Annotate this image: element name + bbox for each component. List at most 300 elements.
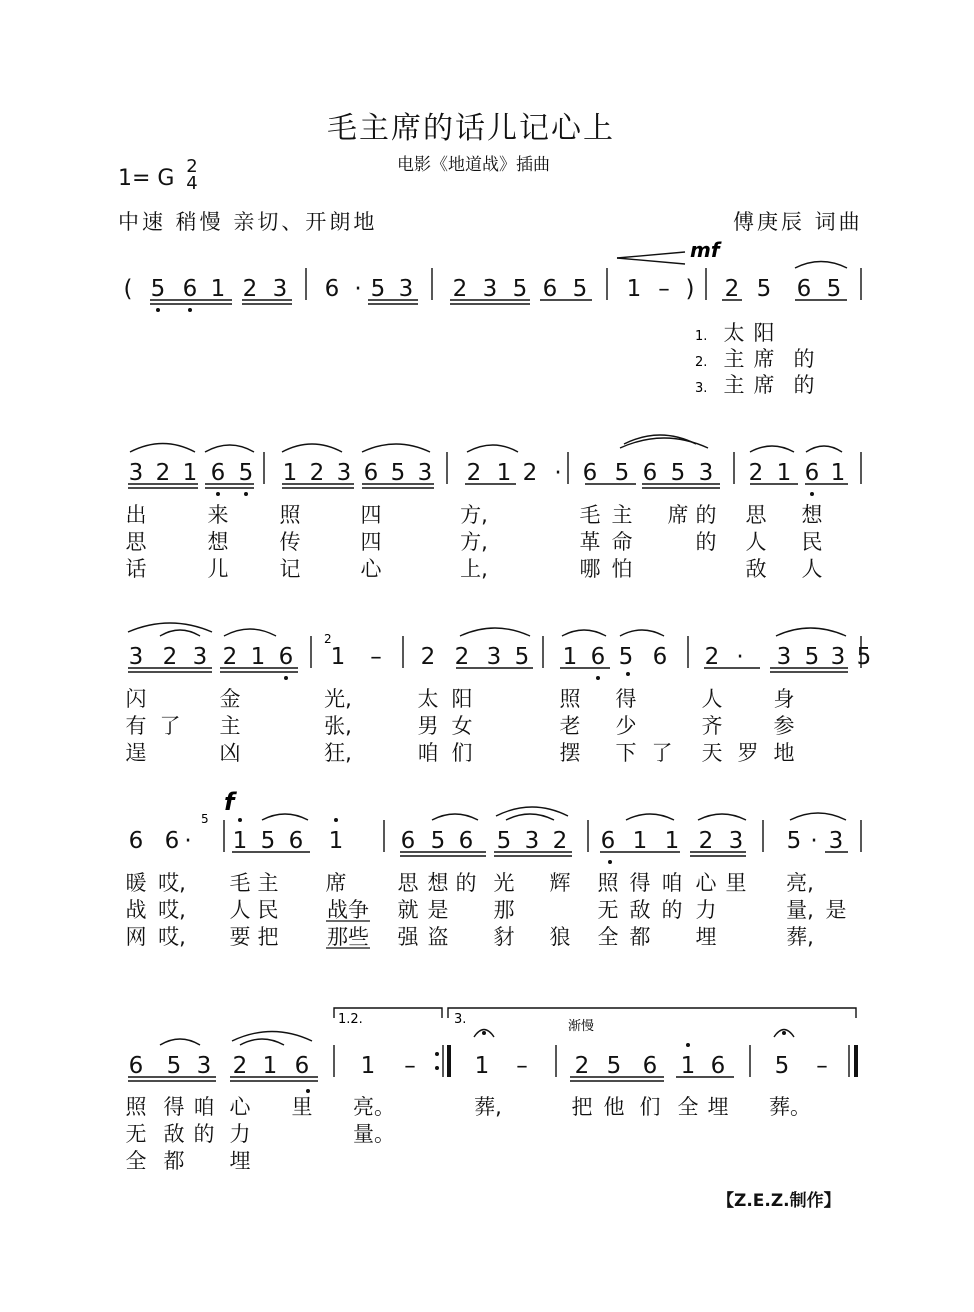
lyric-verse1-29: 的 <box>455 871 477 895</box>
lyric-verse3-30: 豺 <box>493 925 515 949</box>
lyric-verse1-46: 他 <box>603 1095 625 1119</box>
lyric-verse1-9: 席 <box>667 503 689 527</box>
lyric-verse1-1: 阳 <box>753 321 775 345</box>
lyric-verse3-8: 哪 <box>579 557 601 581</box>
note-l3-9: 2 <box>454 644 470 670</box>
crescendo <box>617 252 685 258</box>
lyric-verse3-20: 天 <box>701 741 723 765</box>
note-l4-2: · <box>184 828 192 854</box>
slur <box>562 630 606 636</box>
lyric-verse2-6: 四 <box>360 530 382 554</box>
note-l4-6: 1 <box>328 828 344 854</box>
lyric-verse1-38: 照 <box>125 1095 147 1119</box>
grace-note: 2 <box>324 632 332 646</box>
note-l2-4: 5 <box>238 460 254 486</box>
note-l1-21: 5 <box>826 276 842 302</box>
note-l1-0: ( <box>123 276 133 302</box>
lyric-verse1-26: 席 <box>325 871 347 895</box>
lyric-verse3-10: 敌 <box>745 557 767 581</box>
slur <box>506 814 554 820</box>
octave-dot-above <box>238 818 242 822</box>
lyric-verse1-43: 亮。 <box>353 1095 395 1119</box>
lyric-verse1-48: 全 <box>677 1095 699 1119</box>
lyric-verse2-13: 有 <box>125 714 147 738</box>
note-l3-4: 1 <box>250 644 266 670</box>
lyric-verse1-20: 人 <box>701 687 723 711</box>
lyric-verse2-17: 男 <box>417 714 439 738</box>
note-l1-1: 5 <box>150 276 166 302</box>
octave-dot <box>188 308 192 312</box>
slur <box>128 623 212 632</box>
lyric-verse1-27: 思 <box>397 871 419 895</box>
lyric-verse2-10: 的 <box>695 530 717 554</box>
note-l1-9: 3 <box>398 276 414 302</box>
lyric-verse3-18: 下 <box>615 741 637 765</box>
lyric-verse2-38: 敌 <box>163 1122 185 1146</box>
lyric-verse2-34: 力 <box>695 898 717 922</box>
lyric-verse2-31: 无 <box>597 898 619 922</box>
fermata-dot <box>782 1031 786 1035</box>
note-l5-2: 3 <box>196 1053 212 1079</box>
note-l4-13: 6 <box>600 828 616 854</box>
lyric-verse1-44: 葬, <box>474 1095 502 1119</box>
octave-dot <box>626 672 630 676</box>
lyric-verse3-4: 儿 <box>207 557 229 581</box>
tempo-marking: 中速 稍慢 亲切、开朗地 <box>118 210 378 234</box>
lyric-verse2-7: 方, <box>460 530 488 554</box>
composer-credit: 傅庚辰 词曲 <box>733 210 863 234</box>
lyric-verse2-20: 少 <box>615 714 637 738</box>
note-l2-6: 2 <box>309 460 325 486</box>
note-l2-15: 6 <box>582 460 598 486</box>
note-l3-11: 5 <box>514 644 530 670</box>
lyric-verse1-22: 暖 <box>125 871 147 895</box>
note-l4-12: 2 <box>552 828 568 854</box>
note-l5-3: 2 <box>232 1053 248 1079</box>
lyric-verse1-42: 里 <box>291 1095 313 1119</box>
lyric-verse3-34: 埋 <box>695 925 717 949</box>
crescendo <box>617 258 685 264</box>
octave-dot <box>810 492 814 496</box>
slur <box>362 444 430 452</box>
note-l5-12: 6 <box>642 1053 658 1079</box>
lyric-verse2-29: 是 <box>427 898 449 922</box>
octave-dot <box>608 860 612 864</box>
note-l4-15: 1 <box>664 828 680 854</box>
note-l4-9: 6 <box>458 828 474 854</box>
note-l4-4: 5 <box>260 828 276 854</box>
lyric-verse3-11: 人 <box>801 557 823 581</box>
lyric-verse3-32: 全 <box>597 925 619 949</box>
note-l3-19: 5 <box>804 644 820 670</box>
note-l2-19: 3 <box>698 460 714 486</box>
lyric-verse2-1: 席 <box>753 347 775 371</box>
note-l3-12: 1 <box>562 644 578 670</box>
time-signature-top: 2 <box>186 156 198 177</box>
verse-number: 2. <box>695 355 708 370</box>
note-l4-19: · <box>810 828 818 854</box>
note-l3-15: 6 <box>652 644 668 670</box>
lyric-verse3-7: 上, <box>460 557 488 581</box>
grace-note: 5 <box>201 812 209 826</box>
note-l3-5: 6 <box>278 644 294 670</box>
note-l1-7: · <box>354 276 362 302</box>
lyric-verse2-41: 量。 <box>353 1122 395 1146</box>
lyric-verse2-5: 传 <box>279 530 301 554</box>
note-l1-8: 5 <box>370 276 386 302</box>
lyric-verse3-13: 凶 <box>219 741 241 765</box>
lyric-verse2-25: 人 <box>229 898 251 922</box>
lyric-verse1-24: 毛 <box>229 871 251 895</box>
lyric-verse2-0: 主 <box>723 347 745 371</box>
note-l1-6: 6 <box>324 276 340 302</box>
lyric-verse3-3: 话 <box>125 557 147 581</box>
lyric-verse1-16: 太 <box>417 687 439 711</box>
note-l2-1: 2 <box>155 460 171 486</box>
note-l1-3: 1 <box>210 276 226 302</box>
note-l3-2: 3 <box>192 644 208 670</box>
lyric-verse2-2: 的 <box>793 347 815 371</box>
note-l4-20: 3 <box>828 828 844 854</box>
note-l3-17: · <box>736 644 744 670</box>
lyric-verse2-22: 参 <box>773 714 795 738</box>
lyric-verse3-38: 埋 <box>229 1149 251 1173</box>
lyric-verse3-21: 罗 <box>737 741 759 765</box>
octave-dot <box>216 492 220 496</box>
lyric-verse1-18: 照 <box>559 687 581 711</box>
note-l1-14: 5 <box>572 276 588 302</box>
note-l4-3: 1 <box>232 828 248 854</box>
note-l1-10: 2 <box>452 276 468 302</box>
octave-dot <box>156 308 160 312</box>
lyric-verse1-37: 亮, <box>786 871 814 895</box>
lyric-verse1-11: 思 <box>745 503 767 527</box>
volta-second-bracket <box>448 1008 856 1018</box>
slur <box>698 814 746 820</box>
note-l2-2: 1 <box>182 460 198 486</box>
note-l5-9: – <box>516 1053 528 1079</box>
note-l2-17: 6 <box>642 460 658 486</box>
lyric-verse3-25: 要 <box>229 925 251 949</box>
note-l2-20: 2 <box>748 460 764 486</box>
note-l3-18: 3 <box>776 644 792 670</box>
note-l3-21: 5 <box>856 644 872 670</box>
note-l4-8: 5 <box>430 828 446 854</box>
note-l1-20: 6 <box>796 276 812 302</box>
note-l4-1: 6 <box>164 828 180 854</box>
lyric-verse3-29: 盗 <box>427 925 449 949</box>
note-l5-16: – <box>816 1053 828 1079</box>
note-l3-13: 6 <box>590 644 606 670</box>
lyric-verse1-41: 心 <box>229 1095 251 1119</box>
page-title: 毛主席的话儿记心上 <box>327 111 615 146</box>
note-l3-16: 2 <box>704 644 720 670</box>
octave-dot <box>244 492 248 496</box>
note-l2-16: 5 <box>614 460 630 486</box>
note-l4-11: 3 <box>524 828 540 854</box>
note-l1-13: 6 <box>542 276 558 302</box>
note-l3-8: 2 <box>420 644 436 670</box>
lyric-verse1-21: 身 <box>773 687 795 711</box>
final-thick-barline <box>854 1045 858 1077</box>
lyric-verse1-6: 方, <box>460 503 488 527</box>
footer-credit: 【Z.E.Z.制作】 <box>717 1191 841 1211</box>
slur <box>790 813 846 820</box>
lyric-verse2-9: 命 <box>611 530 633 554</box>
note-l2-7: 3 <box>336 460 352 486</box>
slur <box>776 628 846 636</box>
slur <box>795 262 847 269</box>
note-l5-6: 1 <box>360 1053 376 1079</box>
lyric-verse2-18: 女 <box>451 714 473 738</box>
lyric-verse1-0: 太 <box>723 321 745 345</box>
note-l5-10: 2 <box>574 1053 590 1079</box>
lyric-verse1-14: 金 <box>219 687 241 711</box>
note-l1-16: – <box>658 276 670 302</box>
verse-number: 3. <box>695 381 708 396</box>
lyric-verse2-4: 想 <box>207 530 229 554</box>
lyric-verse2-28: 就 <box>397 898 419 922</box>
lyric-verse2-11: 人 <box>745 530 767 554</box>
slur <box>240 1039 284 1045</box>
note-l1-12: 5 <box>512 276 528 302</box>
lyric-verse1-23: 哎, <box>158 871 186 895</box>
lyric-verse2-39: 的 <box>193 1122 215 1146</box>
lyric-verse2-19: 老 <box>559 714 581 738</box>
lyric-verse3-17: 摆 <box>559 741 581 765</box>
lyric-verse2-40: 力 <box>229 1122 251 1146</box>
lyric-verse2-8: 革 <box>579 530 601 554</box>
note-l3-7: – <box>370 644 382 670</box>
lyric-verse1-50: 葬。 <box>769 1095 811 1119</box>
slur <box>282 444 342 452</box>
lyric-verse2-21: 齐 <box>701 714 723 738</box>
lyric-verse1-34: 咱 <box>661 871 683 895</box>
note-l2-13: 2 <box>522 460 538 486</box>
lyric-verse1-13: 闪 <box>125 687 147 711</box>
lyric-verse2-26: 民 <box>257 898 279 922</box>
lyric-verse3-22: 地 <box>773 741 795 765</box>
lyric-verse1-47: 们 <box>639 1095 661 1119</box>
note-l1-17: ) <box>685 276 695 302</box>
slur <box>224 629 276 636</box>
lyric-verse3-27: 那些 <box>327 925 369 949</box>
expression-slowing: 渐慢 <box>568 1019 595 1034</box>
note-l3-3: 2 <box>222 644 238 670</box>
lyric-verse2-15: 主 <box>219 714 241 738</box>
note-l4-18: 5 <box>786 828 802 854</box>
note-l5-1: 5 <box>166 1053 182 1079</box>
note-l3-1: 2 <box>162 644 178 670</box>
slur <box>460 628 530 636</box>
volta-first-label: 1.2. <box>338 1012 363 1027</box>
note-l1-19: 5 <box>756 276 772 302</box>
lyric-verse1-10: 的 <box>695 503 717 527</box>
note-l2-23: 1 <box>830 460 846 486</box>
lyric-verse1-40: 咱 <box>193 1095 215 1119</box>
time-signature-bottom: 4 <box>186 173 198 194</box>
lyric-verse2-35: 量, <box>786 898 814 922</box>
note-l3-6: 1 <box>330 644 346 670</box>
slur <box>262 814 308 820</box>
note-l5-0: 6 <box>128 1053 144 1079</box>
lyric-verse3-33: 都 <box>629 925 651 949</box>
lyric-verse2-16: 张, <box>324 714 352 738</box>
lyric-verse3-2: 的 <box>793 373 815 397</box>
lyric-verse3-12: 逞 <box>125 741 147 765</box>
lyric-verse1-8: 主 <box>611 503 633 527</box>
lyric-verse3-31: 狼 <box>549 925 571 949</box>
repeat-dot <box>435 1052 439 1056</box>
note-l2-5: 1 <box>282 460 298 486</box>
octave-dot <box>306 1089 310 1093</box>
slur <box>626 814 674 820</box>
lyric-verse3-1: 席 <box>753 373 775 397</box>
note-l5-14: 6 <box>710 1053 726 1079</box>
lyric-verse2-23: 战 <box>125 898 147 922</box>
lyric-verse2-24: 哎, <box>158 898 186 922</box>
lyric-verse1-7: 毛 <box>579 503 601 527</box>
note-l2-3: 6 <box>210 460 226 486</box>
note-l4-0: 6 <box>128 828 144 854</box>
slur <box>750 446 794 452</box>
lyric-verse1-17: 阳 <box>451 687 473 711</box>
note-l1-11: 3 <box>482 276 498 302</box>
note-l3-10: 3 <box>486 644 502 670</box>
note-l5-15: 5 <box>774 1053 790 1079</box>
octave-dot <box>284 676 288 680</box>
lyric-verse1-49: 埋 <box>707 1095 729 1119</box>
volta-second-label: 3. <box>454 1012 467 1027</box>
lyric-verse2-32: 敌 <box>629 898 651 922</box>
note-l1-4: 2 <box>242 276 258 302</box>
note-l1-18: 2 <box>724 276 740 302</box>
lyric-verse3-0: 主 <box>723 373 745 397</box>
octave-dot <box>596 676 600 680</box>
lyric-verse3-23: 网 <box>125 925 147 949</box>
lyric-verse1-12: 想 <box>801 503 823 527</box>
lyric-verse3-14: 狂, <box>324 741 352 765</box>
lyric-verse3-24: 哎, <box>158 925 186 949</box>
note-l2-0: 3 <box>128 460 144 486</box>
lyric-verse3-6: 心 <box>360 557 382 581</box>
note-l4-7: 6 <box>400 828 416 854</box>
lyric-verse1-4: 照 <box>279 503 301 527</box>
slur <box>806 446 842 452</box>
repeat-thick-barline <box>447 1045 451 1077</box>
note-l2-10: 3 <box>417 460 433 486</box>
lyric-verse2-3: 思 <box>125 530 147 554</box>
slur <box>130 444 195 453</box>
note-l2-8: 6 <box>363 460 379 486</box>
lyric-verse3-37: 都 <box>163 1149 185 1173</box>
note-l1-5: 3 <box>272 276 288 302</box>
slur <box>432 814 478 820</box>
note-l3-20: 3 <box>830 644 846 670</box>
lyric-verse2-36: 是 <box>825 898 847 922</box>
lyric-verse1-2: 出 <box>125 503 147 527</box>
note-l1-2: 6 <box>182 276 198 302</box>
lyric-verse1-19: 得 <box>615 687 637 711</box>
note-l2-12: 1 <box>496 460 512 486</box>
note-l5-8: 1 <box>474 1053 490 1079</box>
lyric-verse3-9: 怕 <box>611 557 633 581</box>
octave-dot-above <box>334 818 338 822</box>
note-l4-17: 3 <box>728 828 744 854</box>
lyric-verse3-19: 了 <box>651 741 673 765</box>
verse-number: 1. <box>695 329 708 344</box>
note-l2-18: 5 <box>670 460 686 486</box>
subtitle: 电影《地道战》插曲 <box>397 155 550 175</box>
lyric-verse1-3: 来 <box>207 503 229 527</box>
note-l4-5: 6 <box>288 828 304 854</box>
note-l2-14: · <box>554 460 562 486</box>
lyric-verse1-35: 心 <box>695 871 717 895</box>
note-l4-16: 2 <box>698 828 714 854</box>
note-l2-9: 5 <box>390 460 406 486</box>
dynamic-mf: mf <box>690 238 720 262</box>
note-l5-11: 5 <box>606 1053 622 1079</box>
lyric-verse3-5: 记 <box>279 557 301 581</box>
lyric-verse1-36: 里 <box>725 871 747 895</box>
lyric-verse1-32: 照 <box>597 871 619 895</box>
lyric-verse1-45: 把 <box>571 1095 593 1119</box>
note-l3-0: 3 <box>128 644 144 670</box>
lyric-verse2-27: 战争 <box>327 898 369 922</box>
lyric-verse2-14: 了 <box>159 714 181 738</box>
lyric-verse1-5: 四 <box>360 503 382 527</box>
lyric-verse1-28: 想 <box>427 871 449 895</box>
slur <box>160 630 200 636</box>
lyric-verse2-37: 无 <box>125 1122 147 1146</box>
slur <box>205 445 254 452</box>
lyric-verse3-15: 咱 <box>417 741 439 765</box>
lyric-verse3-16: 们 <box>451 741 473 765</box>
lyric-verse2-12: 民 <box>801 530 823 554</box>
lyric-verse3-35: 葬, <box>786 925 814 949</box>
note-l2-11: 2 <box>466 460 482 486</box>
note-l2-21: 1 <box>776 460 792 486</box>
note-l5-7: – <box>404 1053 416 1079</box>
lyric-verse1-15: 光, <box>324 687 352 711</box>
slur <box>620 630 664 636</box>
note-l4-10: 5 <box>496 828 512 854</box>
lyric-verse2-30: 那 <box>493 898 515 922</box>
note-l5-5: 6 <box>294 1053 310 1079</box>
lyric-verse1-39: 得 <box>163 1095 185 1119</box>
note-l3-14: 5 <box>618 644 634 670</box>
lyric-verse3-28: 强 <box>397 925 419 949</box>
slur <box>467 445 518 452</box>
octave-dot-above <box>686 1043 690 1047</box>
note-l5-4: 1 <box>262 1053 278 1079</box>
lyric-verse2-33: 的 <box>661 898 683 922</box>
lyric-verse3-36: 全 <box>125 1149 147 1173</box>
lyric-verse1-30: 光 <box>493 871 515 895</box>
slur <box>160 1039 200 1045</box>
note-l2-22: 6 <box>804 460 820 486</box>
lyric-verse3-26: 把 <box>257 925 279 949</box>
repeat-dot <box>435 1066 439 1070</box>
key-signature: 1= G <box>118 166 175 191</box>
fermata-dot <box>482 1031 486 1035</box>
dynamic-f: f <box>224 788 235 816</box>
note-l1-15: 1 <box>626 276 642 302</box>
lyric-verse1-25: 主 <box>257 871 279 895</box>
note-l5-13: 1 <box>680 1053 696 1079</box>
lyric-verse1-31: 辉 <box>549 871 571 895</box>
note-l4-14: 1 <box>632 828 648 854</box>
